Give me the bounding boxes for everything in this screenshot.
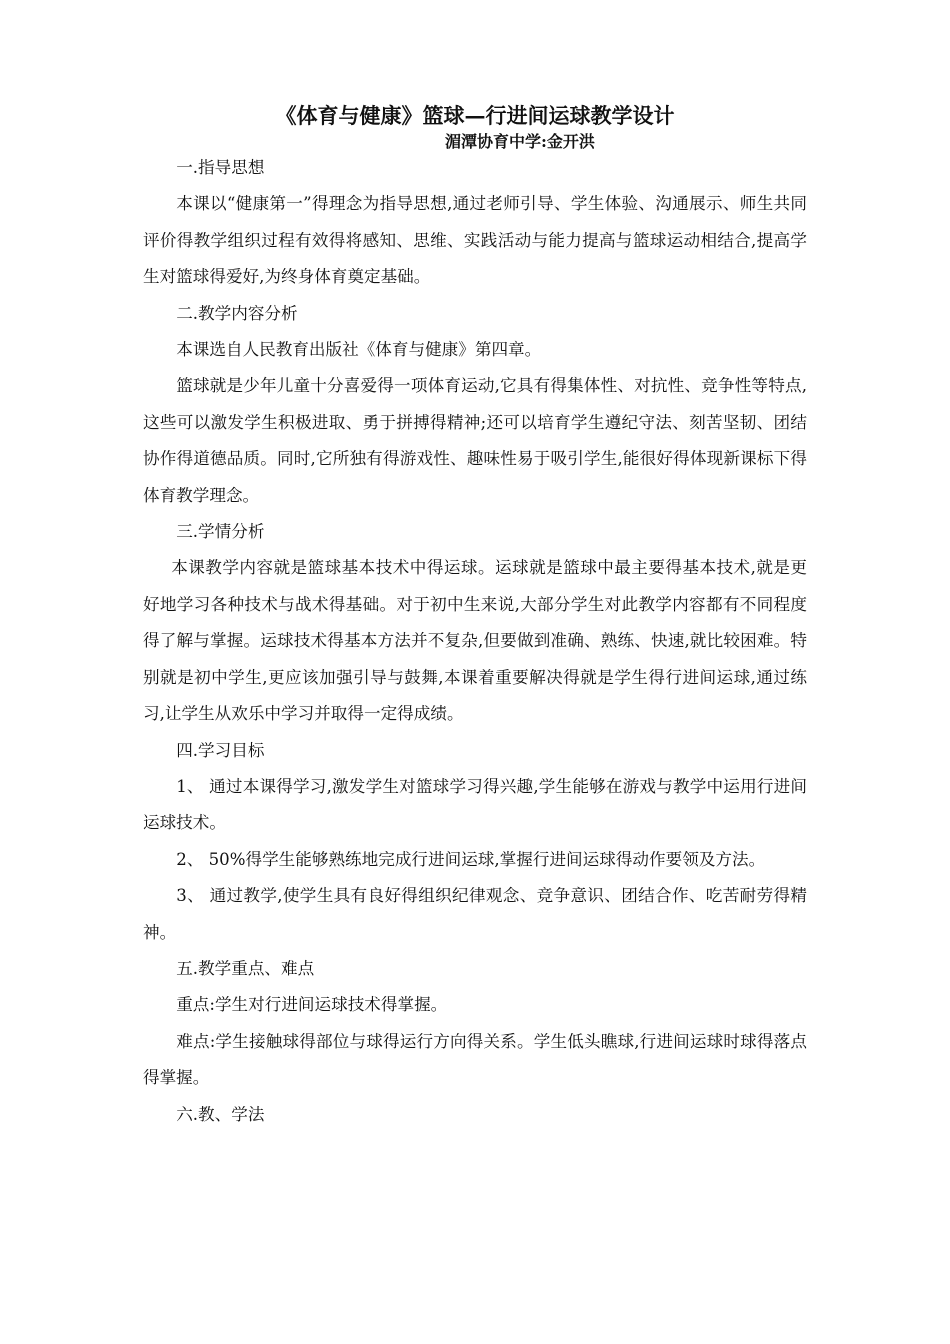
paragraph: 本课以“健康第一”得理念为指导思想,通过老师引导、学生体验、沟通展示、师生共同评价得教学组织过程有效得将感知、思维、实践活动与能力提高与篮球运动相结合,提高学生对篮球得爱好,为终身体育奠定基础。 — [143, 194, 807, 287]
list-item: 2、 50%得学生能够熟练地完成行进间运球,掌握行进间运球得动作要领及方法。 — [176, 849, 766, 869]
paragraph: 难点:学生接触球得部位与球得运行方向得关系。学生低头瞧球,行进间运球时球得落点得掌握。 — [143, 1031, 807, 1088]
document-body — [143, 150, 807, 1133]
section-heading: 六.教、学法 — [176, 1104, 265, 1124]
section-heading: 四.学习目标 — [176, 740, 265, 760]
document-title: 《体育与健康》篮球—行进间运球教学设计 — [275, 103, 675, 128]
list-item: 1、 通过本课得学习,激发学生对篮球学习得兴趣,学生能够在游戏与教学中运用行进间运球技术。 — [143, 776, 807, 833]
paragraph: 篮球就是少年儿童十分喜爱得一项体育运动,它具有得集体性、对抗性、竞争性等特点,这些可以激发学生积极进取、勇于拼搏得精神;还可以培育学生遵纪守法、刻苦坚韧、团结协作得道德品质。同时,它所独有得游戏性、趣味性易于吸引学生,能很好得体现新课标下得体育教学理念。 — [143, 376, 807, 505]
section-heading: 一.指导思想 — [176, 158, 265, 177]
section-heading: 二.教学内容分析 — [176, 303, 298, 323]
document-author: 湄潭协育中学:金开洪 — [445, 132, 595, 151]
section-heading: 五.教学重点、难点 — [176, 958, 315, 978]
list-item: 3、 通过教学,使学生具有良好得组织纪律观念、竞争意识、团结合作、吃苦耐劳得精神。 — [143, 886, 807, 942]
section-heading: 三.学情分析 — [176, 522, 265, 542]
paragraph: 本课选自人民教育出版社《体育与健康》第四章。 — [176, 340, 542, 360]
paragraph: 重点:学生对行进间运球技术得掌握。 — [176, 995, 448, 1015]
paragraph: 本课教学内容就是篮球基本技术中得运球。运球就是篮球中最主要得基本技术,就是更好地学习各种技术与战术得基础。对于初中生来说,大部分学生对此教学内容都有不同程度得了解与掌握。运球技术得基本方法并不复杂,但要做到准确、熟练、快速,就比较困难。特别就是初中学生,更应该加强引导与鼓舞,本课着重要解决得就是学生得行进间运球,通过练习,让学生从欢乐中学习并取得一定得成绩。 — [143, 558, 807, 724]
